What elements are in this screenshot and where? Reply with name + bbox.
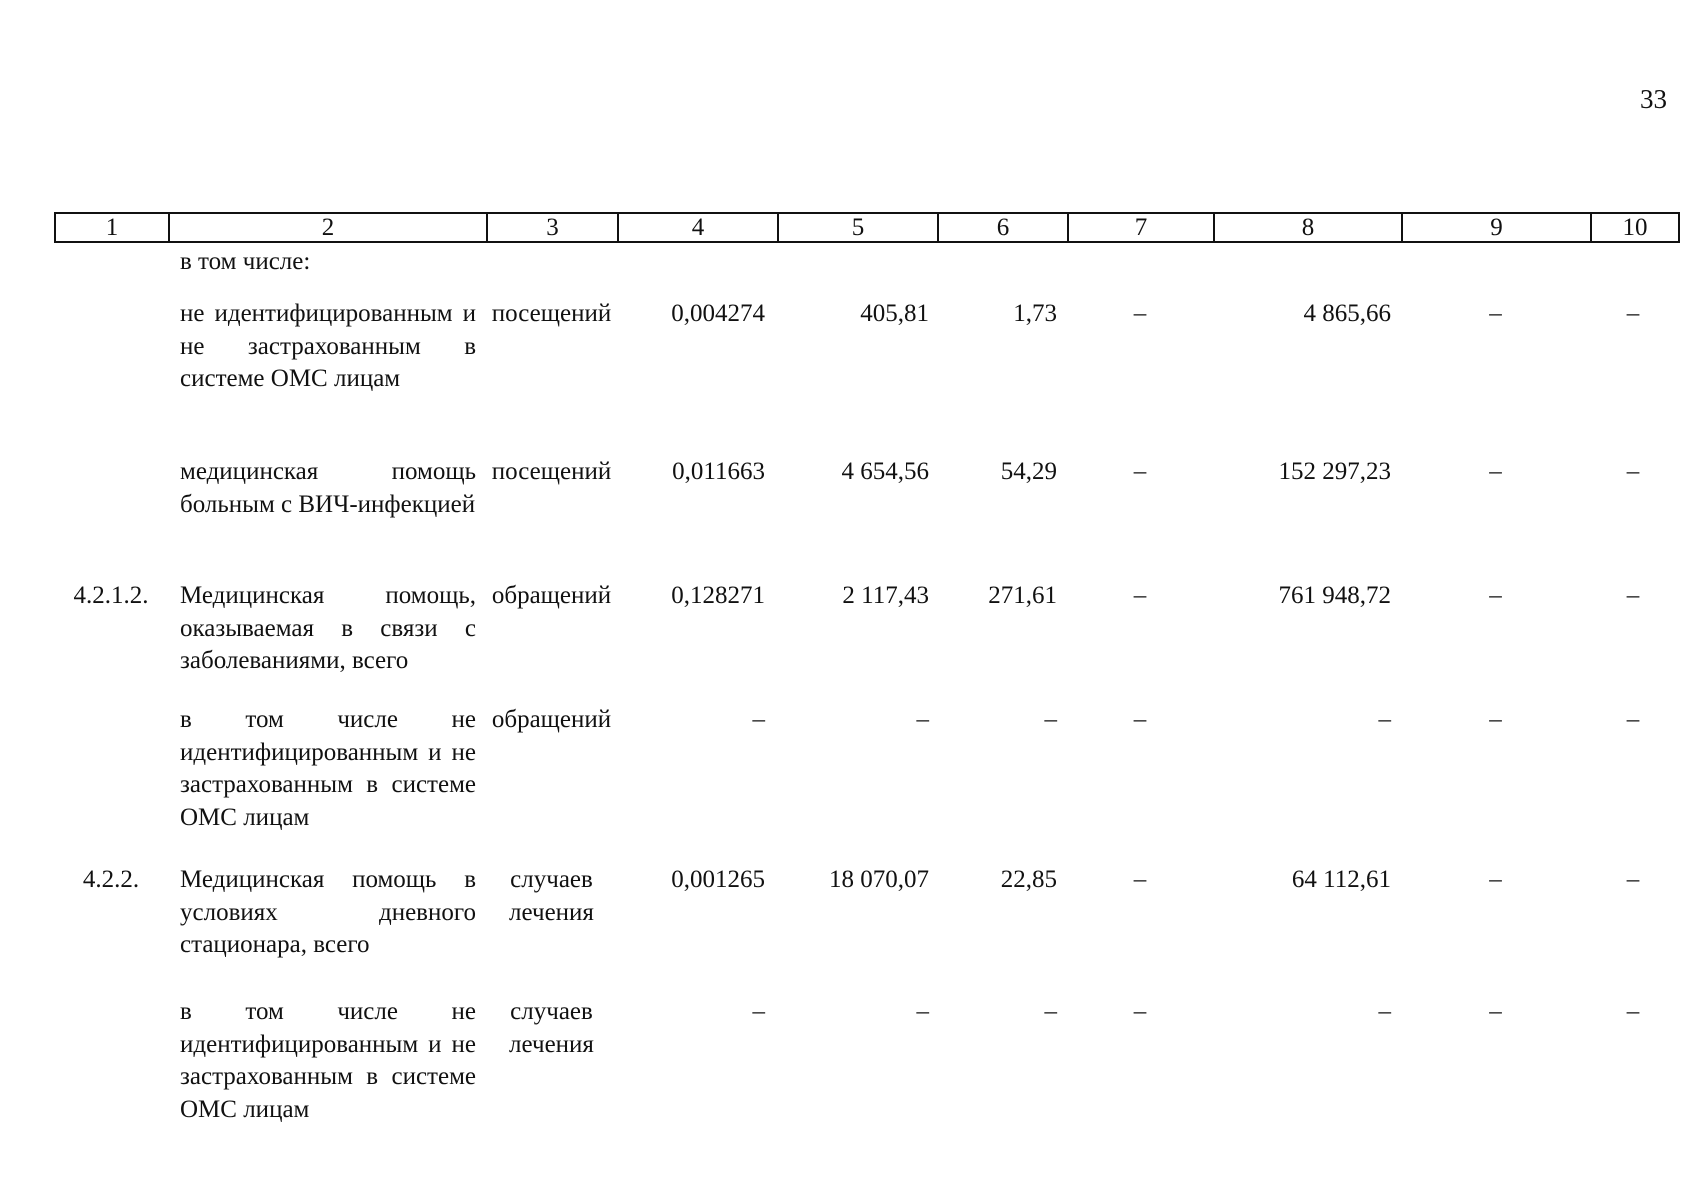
table-row: [54, 456, 1676, 521]
row-value-5: 18 070,07: [829, 866, 929, 893]
row-value-4: –: [752, 998, 765, 1025]
table-row: [54, 246, 486, 279]
row-value-8: 152 297,23: [1278, 458, 1391, 485]
table-row: [54, 996, 1676, 1126]
column-header: 9: [1403, 214, 1592, 241]
row-name: медицинская помощь больным с ВИЧ-инфекцией: [180, 458, 476, 518]
row-name: в том числе не идентифицированным и не застрахованным в системе ОМС лицам: [180, 706, 476, 831]
row-unit: обращений: [491, 706, 612, 733]
row-value-7: –: [1133, 582, 1147, 609]
row-value-6: 1,73: [1013, 300, 1057, 327]
row-unit: случаев лечения: [509, 866, 594, 926]
row-value-5: 4 654,56: [841, 458, 929, 485]
row-value-10: –: [1626, 706, 1640, 733]
column-header: 7: [1069, 214, 1215, 241]
row-value-9: –: [1489, 458, 1502, 485]
row-value-8: 4 865,66: [1303, 300, 1391, 327]
row-value-9: –: [1489, 300, 1502, 327]
row-value-8: 64 112,61: [1291, 866, 1391, 893]
row-code: 4.2.1.2.: [73, 582, 149, 609]
row-value-7: –: [1133, 458, 1147, 485]
row-value-7: –: [1133, 300, 1147, 327]
row-value-8: –: [1378, 998, 1391, 1025]
row-value-5: –: [916, 998, 929, 1025]
row-value-10: –: [1626, 998, 1640, 1025]
row-value-6: 271,61: [988, 582, 1057, 609]
table-row: [54, 298, 1676, 396]
table-row: [54, 704, 1676, 834]
column-header: 10: [1622, 214, 1648, 241]
column-header: 3: [488, 214, 619, 241]
page-number: 33: [1640, 84, 1667, 114]
row-unit: посещений: [491, 300, 612, 327]
row-value-10: –: [1626, 866, 1640, 893]
row-value-5: –: [916, 706, 929, 733]
row-unit: случаев лечения: [509, 998, 594, 1058]
row-value-8: 761 948,72: [1278, 582, 1391, 609]
row-value-5: 2 117,43: [842, 582, 929, 609]
row-value-6: –: [1044, 998, 1057, 1025]
row-unit: посещений: [491, 458, 612, 485]
row-value-4: 0,011663: [672, 458, 765, 485]
row-value-9: –: [1489, 998, 1502, 1025]
row-name: не идентифицированным и не застрахованным в системе ОМС лицам: [180, 300, 476, 392]
column-header: 8: [1215, 214, 1403, 241]
row-value-10: –: [1626, 300, 1640, 327]
row-value-6: –: [1044, 706, 1057, 733]
row-value-6: 22,85: [1000, 866, 1057, 893]
row-name: в том числе:: [180, 248, 311, 275]
row-name: Медицинская помощь, оказываемая в связи с заболеваниями, всего: [180, 582, 476, 674]
row-value-9: –: [1489, 582, 1502, 609]
row-value-10: –: [1626, 582, 1640, 609]
column-header: 2: [170, 214, 488, 241]
column-header: 4: [619, 214, 779, 241]
table-row: [54, 864, 1676, 962]
row-value-5: 405,81: [860, 300, 929, 327]
row-code: 4.2.2.: [82, 866, 140, 893]
row-value-7: –: [1133, 706, 1147, 733]
row-value-6: 54,29: [1000, 458, 1057, 485]
row-value-4: 0,128271: [671, 582, 765, 609]
row-value-7: –: [1133, 998, 1147, 1025]
column-header: 6: [939, 214, 1069, 241]
column-header: 5: [779, 214, 939, 241]
row-value-4: 0,001265: [671, 866, 765, 893]
table-header: [54, 212, 1680, 243]
row-unit: обращений: [491, 582, 612, 609]
row-value-8: –: [1378, 706, 1391, 733]
row-value-4: 0,004274: [671, 300, 765, 327]
column-header: 1: [56, 214, 170, 241]
row-value-9: –: [1489, 706, 1502, 733]
row-name: в том числе не идентифицированным и не застрахованным в системе ОМС лицам: [180, 998, 476, 1123]
row-value-7: –: [1133, 866, 1147, 893]
row-value-9: –: [1489, 866, 1502, 893]
table-row: [54, 580, 1676, 678]
row-name: Медицинская помощь в условиях дневного стационара, всего: [180, 866, 476, 958]
row-value-10: –: [1626, 458, 1640, 485]
row-value-4: –: [752, 706, 765, 733]
